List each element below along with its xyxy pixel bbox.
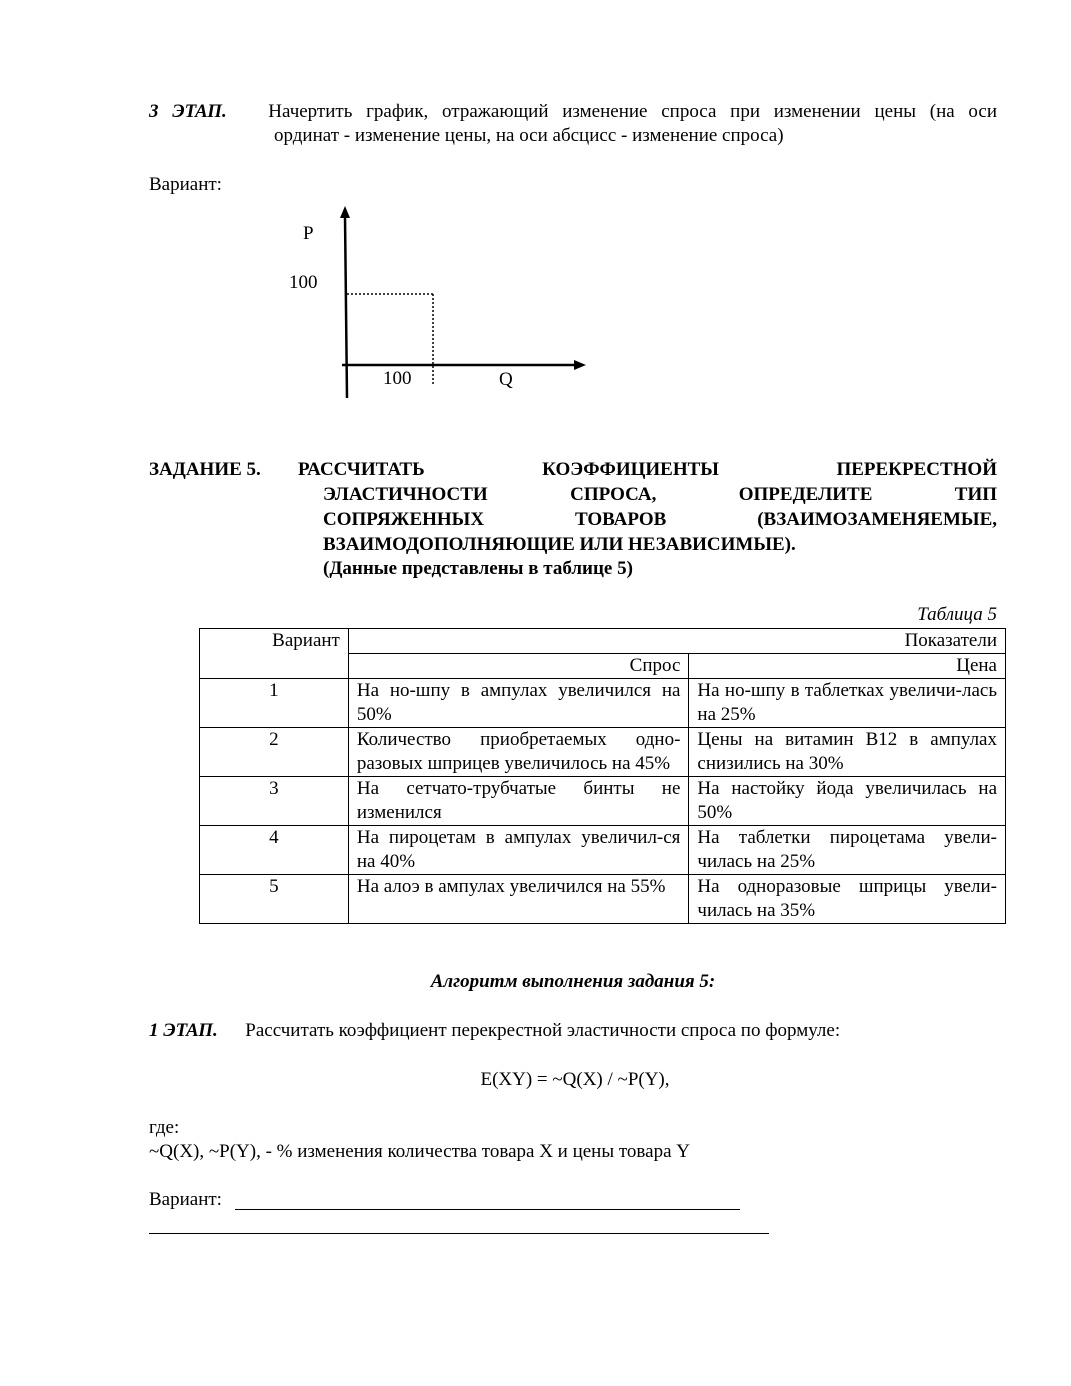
answer-line-2[interactable] — [149, 1233, 769, 1234]
header-indicators: Показатели — [348, 629, 1005, 654]
table-row — [200, 826, 1006, 875]
price-cell: На настойку йода увеличилась на 50% — [689, 777, 1006, 826]
demand-cell: На но-шпу в ампулах увеличился на 50% — [348, 679, 689, 728]
header-variant: Вариант — [200, 629, 349, 679]
q-axis-arrow — [574, 360, 586, 370]
variant-label-answer: Вариант: — [149, 1189, 222, 1210]
where-text: ~Q(X), ~P(Y), - % изменения количества товара X и цены товара Y — [149, 1141, 690, 1162]
p-label: P — [303, 223, 314, 244]
stage3-line1: Начертить график, отражающий изменение спроса при изменении цены (на оси — [268, 101, 998, 122]
demand-cell: На пироцетам в ампулах увеличил-ся на 40% — [348, 826, 689, 875]
row-number: 2 — [200, 728, 349, 777]
p-axis — [345, 216, 347, 398]
row-number: 5 — [200, 875, 349, 924]
p-axis-arrow — [340, 206, 350, 218]
stage1-text: Рассчитать коэффициент перекрестной эластичности спроса по формуле: — [245, 1020, 841, 1041]
row-number: 4 — [200, 826, 349, 875]
algorithm-title: Алгоритм выполнения задания 5: — [430, 971, 716, 992]
row-number: 1 — [200, 679, 349, 728]
demand-cell: На сетчато-трубчатые бинты не изменился — [348, 777, 689, 826]
table-row — [200, 728, 1006, 777]
task5-word3: ПЕРЕКРЕСТНОЙ — [836, 459, 997, 480]
table-row — [200, 777, 1006, 826]
where-label: где: — [149, 1117, 180, 1138]
demand-cell: Количество приобретаемых одно-разовых шприцев увеличилось на 45% — [348, 728, 689, 777]
price-cell: На одноразовые шприцы увели-чилась на 35% — [689, 875, 1006, 924]
demand-cell: На алоэ в ампулах увеличился на 55% — [348, 875, 689, 924]
row-number: 3 — [200, 777, 349, 826]
task5-word1: РАССЧИТАТЬ — [298, 459, 425, 480]
stage1-label: 1 ЭТАП. — [149, 1020, 218, 1041]
formula: E(XY) = ~Q(X) / ~P(Y), — [480, 1069, 670, 1090]
task5-line2: ЭЛАСТИЧНОСТИ СПРОСА, ОПРЕДЕЛИТЕ ТИП — [323, 484, 997, 505]
stage3-label: 3 ЭТАП. — [149, 101, 227, 122]
table-5 — [199, 628, 1006, 924]
q-value: 100 — [383, 368, 412, 389]
task5-line5: (Данные представлены в таблице 5) — [323, 558, 633, 579]
q-label: Q — [499, 369, 513, 390]
task5-label: ЗАДАНИЕ 5. — [149, 459, 261, 480]
table-caption: Таблица 5 — [917, 604, 997, 625]
answer-line-1[interactable] — [235, 1209, 740, 1210]
task5-line1 — [298, 459, 997, 481]
price-cell: На но-шпу в таблетках увеличи-лась на 25% — [689, 679, 1006, 728]
demand-graph — [270, 200, 600, 405]
stage3-line2: ординат - изменение цены, на оси абсцисс - изменение спроса) — [274, 125, 784, 146]
task5-line4: ВЗАИМОДОПОЛНЯЮЩИЕ ИЛИ НЕЗАВИСИМЫЕ). — [323, 534, 796, 555]
price-cell: Цены на витамин В12 в ампулах снизились на 30% — [689, 728, 1006, 777]
stage3-instruction — [149, 100, 997, 124]
header-price: Цена — [689, 654, 1006, 679]
stage1-instruction — [149, 1020, 840, 1042]
table-row — [200, 875, 1006, 924]
header-demand: Спрос — [348, 654, 689, 679]
variant-label-graph: Вариант: — [149, 174, 222, 195]
task5-word2: КОЭФФИЦИЕНТЫ — [542, 459, 719, 480]
task5-line3: СОПРЯЖЕННЫХ ТОВАРОВ (ВЗАИМОЗАМЕНЯЕМЫЕ, — [323, 509, 997, 530]
p-value: 100 — [289, 272, 318, 293]
price-cell: На таблетки пироцетама увели-чилась на 25% — [689, 826, 1006, 875]
table-row — [200, 679, 1006, 728]
